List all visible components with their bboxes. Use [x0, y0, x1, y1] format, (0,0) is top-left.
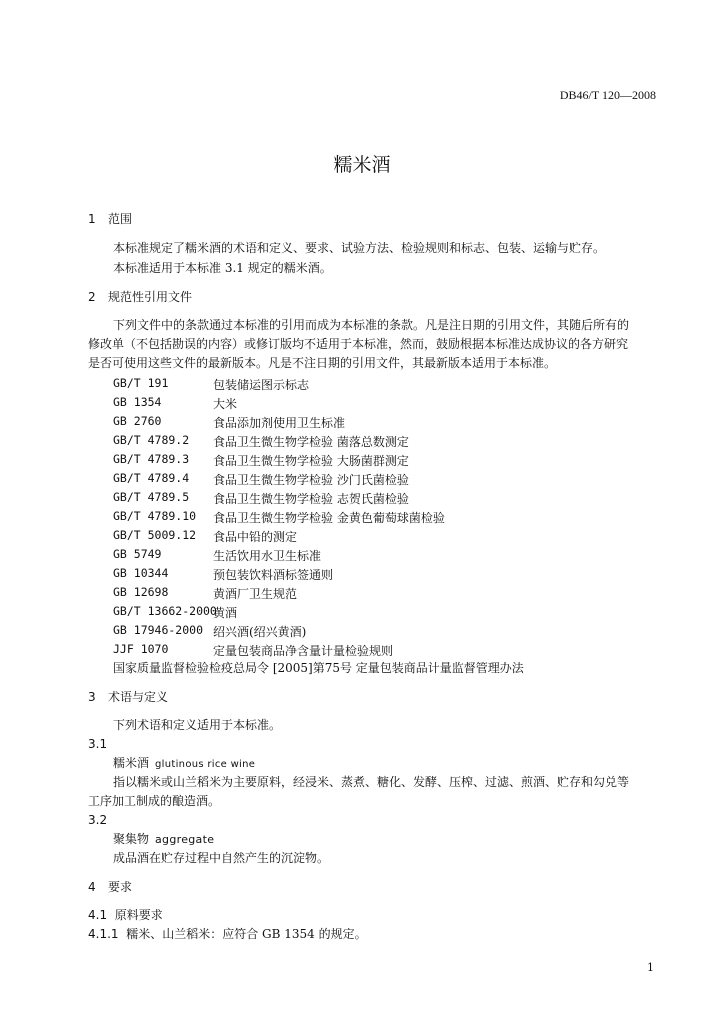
term-number: 3.2 — [88, 813, 108, 827]
reference-code: GB 2760 — [113, 414, 162, 428]
term-definition-line: 成品酒在贮存过程中自然产生的沉淀物。 — [113, 851, 330, 865]
section-3-heading: 3 术语与定义 — [88, 690, 169, 704]
reference-title: 食品卫生微生物学检验 沙门氏菌检验 — [213, 473, 409, 487]
term-number: 3.1 — [88, 737, 108, 751]
reference-title: 食品卫生微生物学检验 金黄色葡萄球菌检验 — [213, 511, 445, 525]
term-name: 糯米酒 glutinous rice wine — [113, 756, 256, 770]
reference-title: 定量包装商品净含量计量检验规则 — [213, 644, 394, 658]
reference-code: GB/T 13662-2000 — [113, 604, 217, 618]
section-2-paragraph-line: 是否可使用这些文件的最新版本。凡是不注日期的引用文件，其最新版本适用于本标准。 — [88, 356, 557, 370]
reference-code: JJF 1070 — [113, 642, 169, 656]
section-2-paragraph-line: 修改单（不包括勘误的内容）或修订版均不适用于本标准，然而，鼓励根据本标准达成协议的各方研究 — [88, 337, 629, 351]
section-3-intro: 下列术语和定义适用于本标准。 — [113, 718, 282, 732]
clause-4-1-1: 4.1.1 糯米、山兰稻米：应符合 GB 1354 的规定。 — [88, 927, 367, 941]
section-2-paragraph-line: 下列文件中的条款通过本标准的引用而成为本标准的条款。凡是注日期的引用文件，其随后所有的 — [113, 318, 630, 332]
reference-title: 食品卫生微生物学检验 大肠菌群测定 — [213, 454, 409, 468]
reference-title: 食品卫生微生物学检验 菌落总数测定 — [213, 435, 409, 449]
section-2-heading: 2 规范性引用文件 — [88, 290, 193, 304]
reference-decree: 国家质量监督检验检疫总局令 [2005]第75号 定量包装商品计量监督管理办法 — [113, 661, 524, 675]
reference-code: GB/T 4789.3 — [113, 452, 190, 466]
reference-title: 食品中铅的测定 — [213, 530, 298, 544]
reference-code: GB/T 4789.2 — [113, 433, 190, 447]
reference-code: GB 5749 — [113, 547, 162, 561]
section-1-heading: 1 范围 — [88, 212, 133, 226]
term-definition-line: 指以糯米或山兰稻米为主要原料，经浸米、蒸煮、糖化、发酵、压榨、过滤、煎酒、贮存和勾兑等 — [113, 775, 630, 789]
standard-code: DB46/T 120—2008 — [559, 88, 656, 102]
reference-title: 大米 — [213, 397, 238, 411]
reference-title: 食品添加剂使用卫生标准 — [213, 416, 346, 430]
reference-title: 预包装饮料酒标签通则 — [213, 568, 334, 582]
reference-code: GB 17946-2000 — [113, 623, 204, 637]
reference-title: 生活饮用水卫生标准 — [213, 549, 322, 563]
page-number: 1 — [647, 961, 654, 974]
reference-code: GB 10344 — [113, 566, 169, 580]
section-1-paragraph-1: 本标准规定了糯米酒的术语和定义、要求、试验方法、检验规则和标志、包装、运输与贮存。 — [113, 241, 606, 255]
reference-title: 绍兴酒(绍兴黄酒) — [213, 625, 307, 639]
reference-title: 黄酒厂卫生规范 — [213, 587, 298, 601]
reference-code: GB 12698 — [113, 585, 169, 599]
document-title: 糯米酒 — [333, 154, 391, 176]
reference-code: GB/T 191 — [113, 376, 169, 390]
reference-code: GB/T 5009.12 — [113, 528, 197, 542]
subsection-heading: 4.1 原料要求 — [88, 908, 163, 922]
section-1-paragraph-2: 本标准适用于本标准 3.1 规定的糯米酒。 — [113, 261, 332, 275]
term-definition-line: 工序加工制成的酿造酒。 — [88, 794, 221, 808]
reference-code: GB/T 4789.5 — [113, 490, 190, 504]
reference-title: 包装储运图示标志 — [213, 378, 310, 392]
reference-code: GB/T 4789.4 — [113, 471, 190, 485]
reference-code: GB 1354 — [113, 395, 162, 409]
reference-title: 食品卫生微生物学检验 志贺氏菌检验 — [213, 492, 409, 506]
term-name: 聚集物 aggregate — [113, 832, 215, 846]
section-4-heading: 4 要求 — [88, 880, 133, 894]
reference-title: 黄酒 — [213, 606, 238, 620]
reference-code: GB/T 4789.10 — [113, 509, 197, 523]
